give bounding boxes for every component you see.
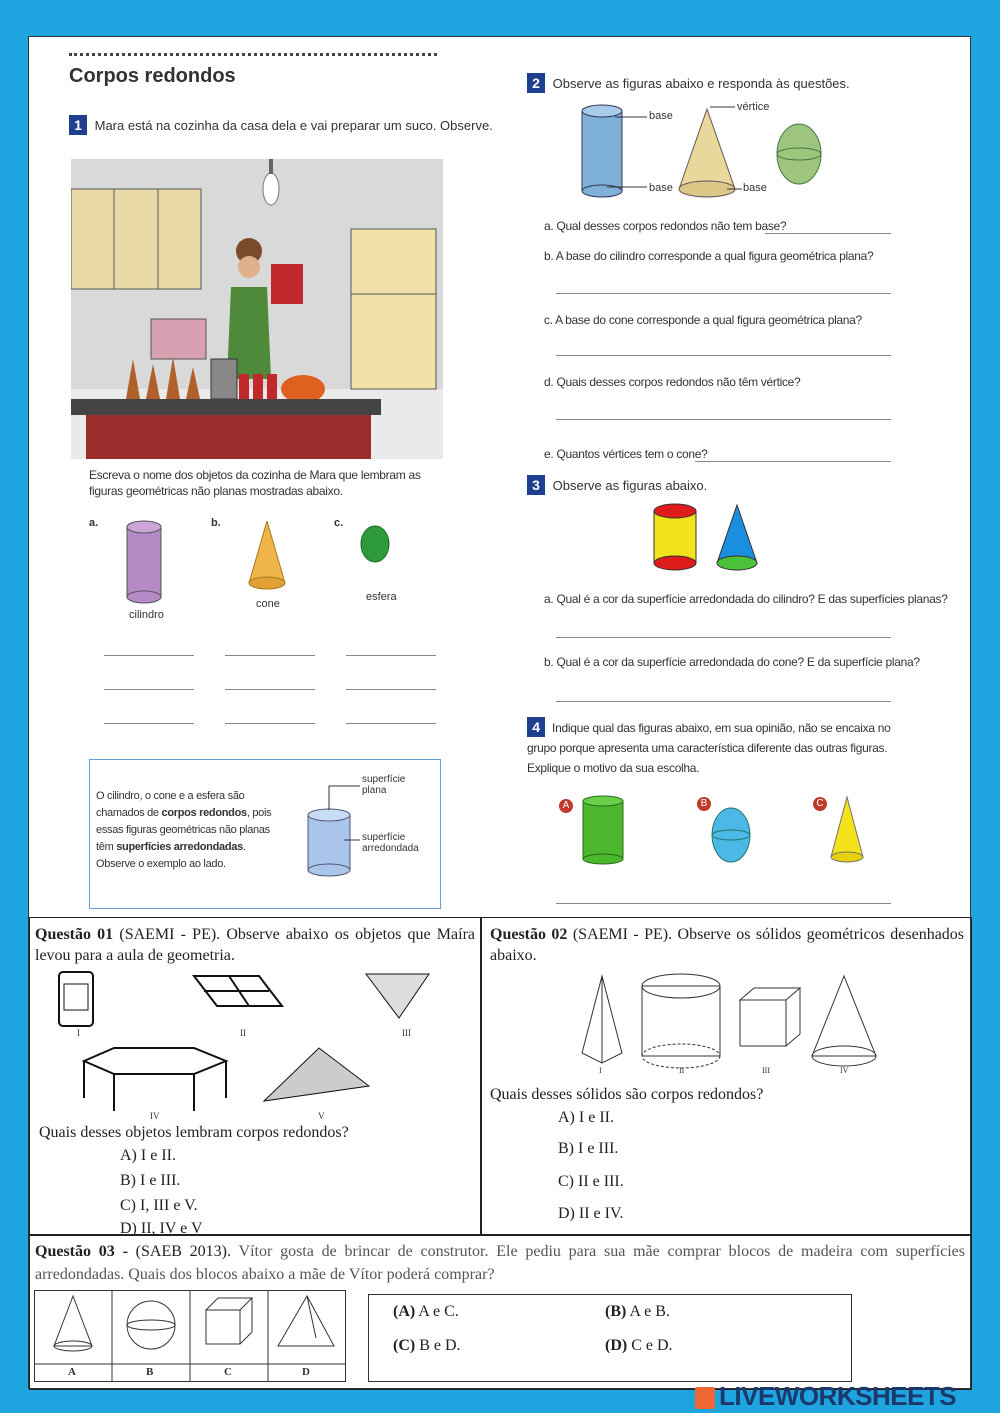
q03-label-B: B: [146, 1366, 154, 1378]
questao-01-cell: [29, 917, 481, 1235]
questao-02-option-a[interactable]: A) I e II.: [558, 1109, 614, 1126]
info-box-text: O cilindro, o cone e a esfera são chamados de corpos redondos, pois essas figuras geométricas não planas têm superfícies arredondadas. Observe o exemplo ao lado.: [96, 790, 272, 870]
q4-header: [527, 717, 895, 778]
q3-prompt: Observe as figuras abaixo.: [552, 478, 708, 493]
title-divider: [69, 53, 437, 56]
answer-line[interactable]: [104, 723, 194, 724]
q2-item-d: d. Quais desses corpos redondos não têm vértice?: [544, 375, 801, 389]
answer-line[interactable]: [225, 655, 315, 656]
label-base-top: base: [649, 110, 673, 122]
q02-label-III: III: [762, 1066, 770, 1075]
questao-02-cell: [481, 917, 972, 1235]
answer-line[interactable]: [556, 701, 891, 702]
q2-figures: [577, 99, 837, 199]
q1-number: 1: [69, 115, 87, 135]
questao-03-statement: Questão 03 - (SAEB 2013). Vítor gosta de brincar de construtor. Ele pediu para sua mãe comprar blocos de madeira com superfícies arredondadas. Quais dos blocos abaixo a mãe de Vítor poderá comprar?: [35, 1243, 965, 1283]
q2-number: 2: [527, 73, 545, 93]
answer-line[interactable]: [225, 723, 315, 724]
q02-label-II: II: [679, 1066, 685, 1075]
questao-02-statement: Questão 02 (SAEMI - PE). Observe os sólidos geométricos desenhados abaixo.: [490, 926, 965, 964]
label-base-bottom: base: [649, 182, 673, 194]
q01-label-I: I: [77, 1028, 80, 1038]
answer-line[interactable]: [346, 655, 436, 656]
label-superficie-plana: superfície plana: [362, 774, 406, 796]
questao-01-statement: Questão 01 (SAEMI - PE). Observe abaixo os objetos que Maíra levou para a aula de geometria.: [35, 926, 476, 964]
questao-01-option-a[interactable]: A) I e II.: [120, 1147, 176, 1164]
q01-label-IV: IV: [150, 1111, 160, 1121]
liveworksheets-logo-icon: [695, 1387, 715, 1409]
questao-02-question: Quais desses sólidos são corpos redondos?: [490, 1086, 764, 1103]
textbook-scan: [29, 37, 972, 917]
q4-option-b-badge: B: [697, 797, 711, 811]
exercise-grid: [29, 917, 972, 1390]
sphere-figure: [359, 524, 391, 564]
q3-header: [527, 475, 707, 495]
q2-item-c: c. A base do cone corresponde a qual figura geométrica plana?: [544, 313, 862, 327]
liveworksheets-watermark: LIVEWORKSHEETS: [695, 1381, 956, 1412]
q2-item-a: a. Qual desses corpos redondos não tem base?: [544, 219, 787, 233]
q02-label-IV: IV: [840, 1066, 849, 1075]
q01-label-III: III: [402, 1028, 411, 1038]
q4-prompt: Indique qual das figuras abaixo, em sua opinião, não se encaixa no grupo porque apresenta uma característica diferente das outras figuras. Explique o motivo da sua escolha.: [527, 721, 891, 775]
info-box: [89, 759, 441, 909]
questao-02-option-c[interactable]: C) II e III.: [558, 1173, 624, 1190]
questao-03-option-c[interactable]: (C) B e D.: [393, 1337, 461, 1354]
q2-prompt: Observe as figuras abaixo e responda às questões.: [552, 76, 850, 91]
questao-01-figure: [54, 966, 452, 1118]
q4-blue-ellipsoid: [709, 805, 753, 865]
label-superficie-arredondada: superfície arredondada: [362, 832, 419, 854]
worksheet-page: [28, 36, 971, 1389]
q1-item-b-letter: b.: [211, 517, 221, 529]
q4-yellow-cone: [827, 795, 867, 867]
cone-figure: [247, 521, 287, 593]
q1-item-c-name: esfera: [366, 591, 397, 603]
answer-line[interactable]: [104, 655, 194, 656]
answer-line[interactable]: [556, 903, 891, 904]
q02-label-I: I: [599, 1066, 602, 1075]
page-title: Corpos redondos: [69, 65, 236, 87]
answer-line[interactable]: [556, 293, 891, 294]
kitchen-illustration: [71, 159, 443, 459]
q3-number: 3: [527, 475, 545, 495]
q3-colored-figures: [649, 503, 769, 575]
questao-01-option-b[interactable]: B) I e III.: [120, 1172, 181, 1189]
answer-line[interactable]: [346, 689, 436, 690]
questao-03-options-box: [368, 1294, 852, 1382]
q2-header: [527, 73, 850, 93]
q1-item-c-letter: c.: [334, 517, 344, 529]
answer-line[interactable]: [346, 723, 436, 724]
answer-line[interactable]: [556, 355, 891, 356]
q2-item-e: e. Quantos vértices tem o cone?: [544, 447, 708, 461]
q03-label-C: C: [224, 1366, 232, 1378]
q1-instruction: Escreva o nome dos objetos da cozinha de Mara que lembram as figuras geométricas não planas mostradas abaixo.: [89, 468, 421, 498]
questao-03-cell: [29, 1235, 972, 1390]
label-vertice: vértice: [737, 101, 770, 113]
q1-item-b-name: cone: [256, 598, 280, 610]
q01-label-II: II: [240, 1028, 246, 1038]
info-cylinder-figure: [300, 780, 360, 880]
answer-line[interactable]: [556, 637, 891, 638]
answer-line[interactable]: [225, 689, 315, 690]
questao-02-figure: [572, 968, 880, 1080]
q4-number: 4: [527, 717, 545, 737]
answer-line[interactable]: [695, 461, 891, 462]
q3-item-b: b. Qual é a cor da superfície arredondada do cone? E da superfície plana?: [544, 655, 920, 669]
cylinder-figure: [124, 519, 164, 604]
q03-label-D: D: [302, 1366, 310, 1378]
questao-02-option-d[interactable]: D) II e IV.: [558, 1205, 624, 1222]
answer-line[interactable]: [104, 689, 194, 690]
q4-option-c-badge: C: [813, 797, 827, 811]
questao-03-option-b[interactable]: (B) A e B.: [605, 1303, 670, 1320]
q01-label-V: V: [318, 1111, 325, 1121]
q4-option-a-badge: A: [559, 799, 573, 813]
q03-label-A: A: [68, 1366, 76, 1378]
q1-prompt: Mara está na cozinha da casa dela e vai preparar um suco. Observe.: [94, 118, 493, 133]
q3-item-a: a. Qual é a cor da superfície arredondada do cilindro? E das superfícies planas?: [544, 592, 948, 606]
q4-green-cylinder: [579, 795, 629, 865]
q1-item-a-letter: a.: [89, 517, 99, 529]
questao-03-option-d[interactable]: (D) C e D.: [605, 1337, 673, 1354]
questao-03-figure: [34, 1290, 346, 1382]
label-base-cone: base: [743, 182, 767, 194]
questao-01-option-c[interactable]: C) I, III e V.: [120, 1197, 198, 1214]
questao-01-option-d[interactable]: D) II, IV e V: [120, 1220, 203, 1237]
q1-header: [69, 115, 493, 135]
answer-line[interactable]: [556, 419, 891, 420]
questao-02-option-b[interactable]: B) I e III.: [558, 1140, 619, 1157]
q1-item-a-name: cilindro: [129, 609, 164, 621]
questao-03-option-a[interactable]: (A) A e C.: [393, 1303, 459, 1320]
answer-line[interactable]: [765, 233, 891, 234]
q2-item-b: b. A base do cilindro corresponde a qual figura geométrica plana?: [544, 249, 874, 263]
questao-01-question: Quais desses objetos lembram corpos redondos?: [39, 1124, 349, 1141]
